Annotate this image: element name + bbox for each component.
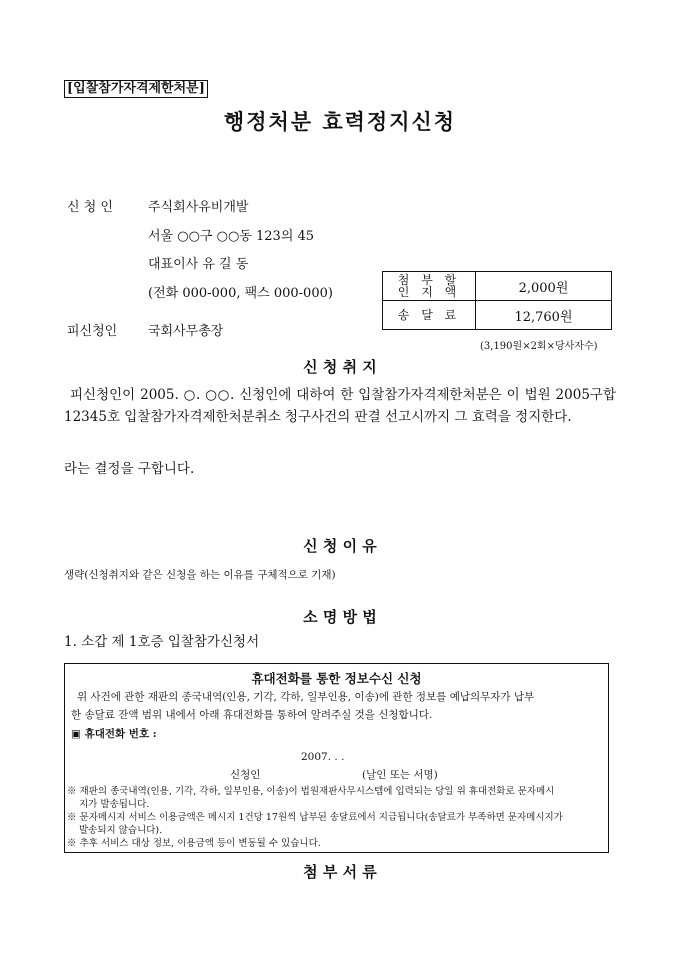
purpose-heading: 신 청 취 지 <box>303 358 377 376</box>
applicant-name: 주식회사유비개발 <box>148 200 249 215</box>
sms-box-title: 휴대전화를 통한 정보수신 신청 <box>251 671 422 686</box>
purpose-text: 피신청인이 2005. ○. ○○. 신청인에 대하여 한 입찰참가자격제한처분은 이 법원 2005구합12345호 입찰참가자격제한처분취소 청구사건의 판결 선고시까지 그 효력을 정지한다. <box>64 387 616 425</box>
stamp-fee-label <box>383 272 476 301</box>
stamp-fee-label-line2: 인 지 액 <box>397 285 461 299</box>
sms-box-note-2b: 발송되지 않습니다). <box>79 825 163 836</box>
sms-box-desc-1: 위 사건에 관한 재판의 종국내역(인용, 기각, 각하, 일부인용, 이송)에 관한 정보를 예납의무자가 납부 <box>77 691 535 703</box>
applicant-address: 서울 ○○구 ○○동 123의 45 <box>148 229 315 244</box>
document-category-tag: [입찰참가자격제한처분] <box>64 80 208 98</box>
fee-calculation-note: (3,190원×2회×당사자수) <box>480 341 598 352</box>
applicant-contact: (전화 000-000, 팩스 000-000) <box>148 286 333 301</box>
reason-note: 생략(신청취지와 같은 신청을 하는 이유를 구체적으로 기재) <box>64 569 336 581</box>
sms-box-phone-label: ▣ 휴대전화 번호 : <box>71 728 157 740</box>
delivery-fee-value: 12,760원 <box>476 301 612 330</box>
respondent-label: 피신청인 <box>67 324 118 339</box>
fee-table <box>382 271 612 330</box>
sms-notification-box <box>64 663 609 853</box>
delivery-fee-label: 송 달 료 <box>383 301 476 330</box>
sms-box-signer: 신청인 <box>230 769 261 781</box>
sms-box-date: 2007. . . <box>301 751 345 763</box>
applicant-label: 신 청 인 <box>67 200 113 215</box>
proof-item-1: 1. 소갑 제 1호증 입찰참가신청서 <box>64 634 260 650</box>
sms-box-note-1b: 지가 발송됩니다. <box>79 799 150 810</box>
sms-box-sign-note: (날인 또는 서명) <box>362 769 438 781</box>
proof-heading: 소 명 방 법 <box>303 608 377 626</box>
purpose-closing: 라는 결정을 구합니다. <box>64 461 195 477</box>
sms-box-note-2a: ※ 문자메시지 서비스 이용금액은 메시지 1건당 17원씩 납부된 송달료에서 지급됩니다(송달료가 부족하면 문자메시지가 <box>67 812 563 823</box>
sms-box-desc-2: 한 송달료 잔액 범위 내에서 아래 휴대전화를 통하여 알려주실 것을 신청합니다. <box>71 709 433 721</box>
reason-heading: 신 청 이 유 <box>303 537 377 555</box>
applicant-representative: 대표이사 유 길 동 <box>148 257 249 272</box>
delivery-fee-row <box>383 301 612 330</box>
document-title: 행정처분 효력정지신청 <box>223 109 457 134</box>
sms-box-note-1a: ※ 재판의 종국내역(인용, 기각, 각하, 일부인용, 이송)이 법원재판사무시스템에 입력되는 당일 위 휴대전화로 문자메시 <box>67 786 555 797</box>
stamp-fee-row <box>383 272 612 301</box>
attachments-heading: 첨 부 서 류 <box>303 863 377 881</box>
stamp-fee-label-line1: 첨 부 할 <box>397 273 461 287</box>
sms-box-note-3: ※ 추후 서비스 대상 정보, 이용금액 등이 변동될 수 있습니다. <box>67 838 321 849</box>
respondent-name: 국회사무총장 <box>148 324 224 339</box>
stamp-fee-value: 2,000원 <box>476 272 612 301</box>
